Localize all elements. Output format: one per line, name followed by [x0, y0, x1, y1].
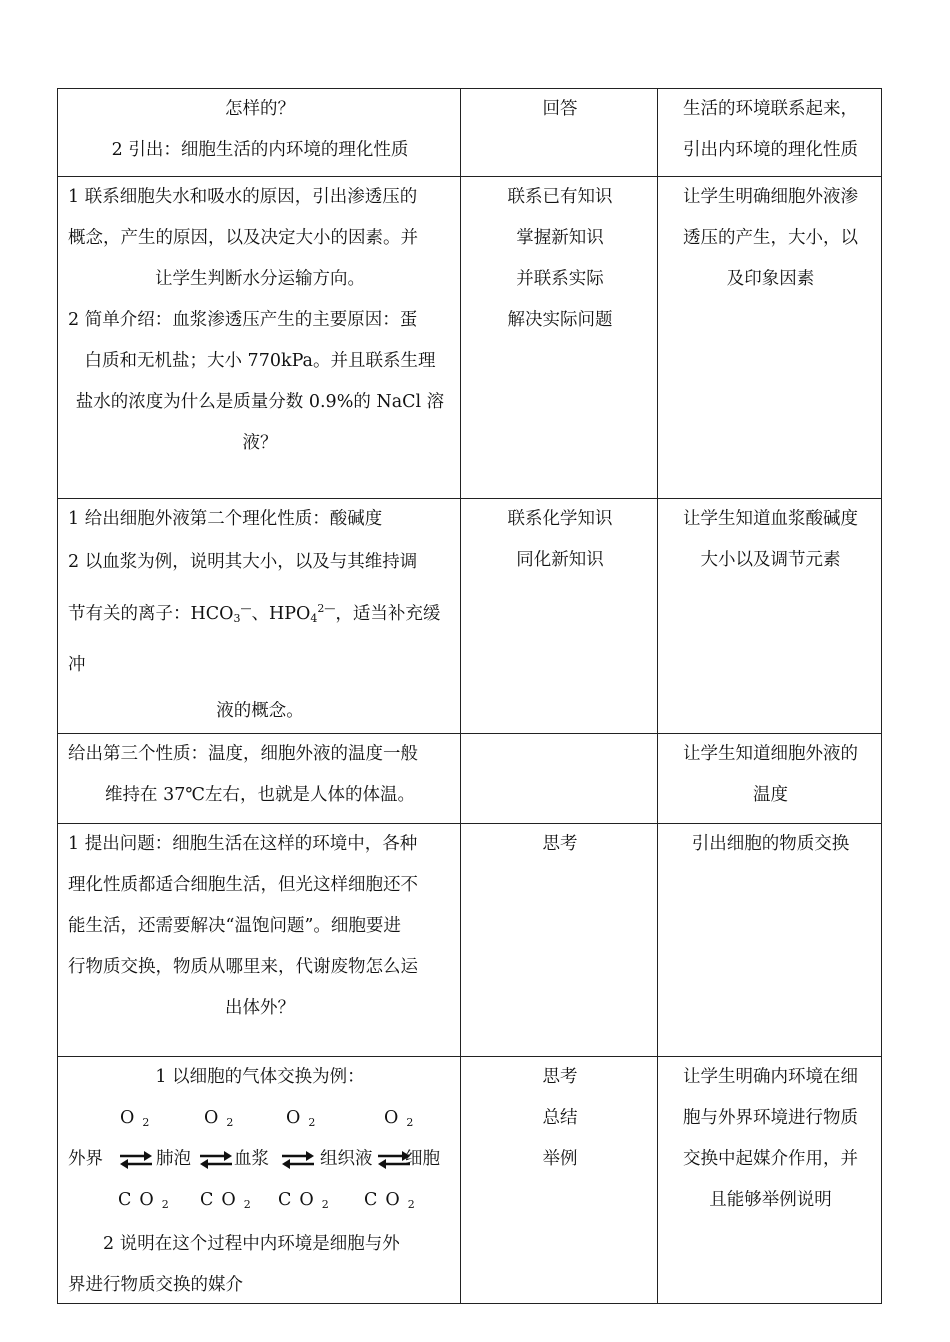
text-line: 2 引出：细胞生活的内环境的理化性质: [111, 140, 409, 160]
design-intent-cell: [658, 177, 882, 499]
flow-node-outside: 外界: [68, 1149, 103, 1169]
text-line: 盐水的浓度为什么是质量分数 0.9%的 NaCl 溶: [75, 392, 445, 412]
text-line: 及印象因素: [726, 269, 815, 289]
text-line: 大小以及调节元素: [700, 550, 841, 570]
double-arrow-icon: [118, 1149, 154, 1171]
text-line: 并联系实际: [516, 269, 604, 289]
text-line: 界进行物质交换的媒介: [68, 1275, 243, 1295]
text-line: 出体外？: [225, 998, 295, 1018]
text-line: 让学生知道细胞外液的: [683, 744, 858, 764]
ion-text: 节有关的离子：HCO: [68, 604, 234, 624]
text-line: 能生活，还需要解决“温饱问题”。细胞要进: [68, 916, 401, 936]
teacher-activity-cell: [58, 89, 461, 177]
text-line: 思考: [542, 834, 578, 854]
text-line: 1 以细胞的气体交换为例：: [155, 1067, 365, 1087]
co2-labels: [58, 1180, 460, 1221]
text-line: 液？: [242, 433, 278, 453]
superscript: —: [240, 602, 252, 615]
student-activity-cell: [461, 499, 658, 734]
text-line: 让学生知道血浆酸碱度: [683, 509, 858, 529]
table-row: [58, 89, 882, 177]
teacher-activity-cell: [58, 499, 461, 734]
o2-label: $O_2$: [120, 1108, 150, 1129]
text-line: 概念，产生的原因，以及决定大小的因素。并: [68, 228, 418, 248]
student-activity-cell: [461, 89, 658, 177]
o2-label: $O_2$: [384, 1108, 414, 1129]
flow-node-cell: 细胞: [405, 1149, 440, 1169]
student-activity-cell: [461, 1057, 658, 1304]
o2-label: $O_2$: [204, 1108, 234, 1129]
text-line: 行物质交换，物质从哪里来，代谢废物怎么运: [68, 957, 418, 977]
table-row: [58, 499, 882, 734]
text-line: 交换中起媒介作用，并: [683, 1149, 858, 1169]
ion-text: 、HPO: [251, 604, 311, 624]
text-line: 理化性质都适合细胞生活，但光这样细胞还不: [68, 875, 418, 895]
o2-labels: [58, 1098, 460, 1139]
subscript: 3: [233, 612, 241, 625]
design-intent-cell: [658, 1057, 882, 1304]
teacher-activity-cell: [58, 177, 461, 499]
text-line: 白质和无机盐；大小 770kPa。并且联系生理: [84, 351, 436, 371]
text-line: 让学生判断水分运输方向。: [155, 269, 365, 289]
text-line: 让学生明确内环境在细: [683, 1067, 858, 1087]
text-line: 2 简单介绍：血浆渗透压产生的主要原因：蛋: [68, 310, 418, 330]
co2-label: $CO_2$: [118, 1190, 169, 1211]
text-line: 2 以血浆为例，说明其大小，以及与其维持调: [68, 552, 418, 572]
teacher-activity-cell: [58, 734, 461, 824]
table-row: [58, 1057, 882, 1304]
text-line: 联系化学知识: [507, 509, 613, 529]
flow-node-alveoli: 肺泡: [156, 1149, 191, 1169]
co2-label: $CO_2$: [278, 1190, 329, 1211]
table-row: [58, 734, 882, 824]
text-line: 思考: [542, 1067, 578, 1087]
text-line: 1 联系细胞失水和吸水的原因，引出渗透压的: [68, 187, 418, 207]
gas-exchange-flow: [58, 1139, 460, 1180]
text-line: 透压的产生，大小，以: [683, 228, 858, 248]
ion-text: ，适当补充缓冲: [68, 604, 441, 675]
o2-label: $O_2$: [286, 1108, 316, 1129]
design-intent-cell: [658, 734, 882, 824]
text-line: 1 给出细胞外液第二个理化性质：酸碱度: [68, 509, 383, 529]
flow-node-plasma: 血浆: [234, 1149, 269, 1169]
student-activity-cell: [461, 177, 658, 499]
double-arrow-icon: [280, 1149, 316, 1171]
text-line: 掌握新知识: [516, 228, 604, 248]
lesson-plan-table: [57, 88, 882, 1304]
text-line: 维持在 37℃左右，也就是人体的体温。: [105, 785, 415, 805]
text-line: 回答: [542, 99, 578, 119]
design-intent-cell: [658, 499, 882, 734]
text-line: 联系已有知识: [507, 187, 613, 207]
text-line: 同化新知识: [516, 550, 604, 570]
text-line: 生活的环境联系起来，: [683, 99, 858, 119]
table-row: [58, 824, 882, 1057]
student-activity-cell: [461, 734, 658, 824]
co2-label: $CO_2$: [364, 1190, 415, 1211]
text-line-ions: [58, 585, 460, 689]
text-line: 且能够举例说明: [709, 1190, 832, 1210]
text-line: 胞与外界环境进行物质: [683, 1108, 858, 1128]
text-line: 引出细胞的物质交换: [691, 834, 850, 854]
superscript: 2—: [317, 602, 336, 615]
teacher-activity-cell: [58, 824, 461, 1057]
text-line: 让学生明确细胞外液渗: [683, 187, 858, 207]
subscript: 4: [310, 612, 318, 625]
design-intent-cell: [658, 89, 882, 177]
text-line: 总结: [542, 1108, 578, 1128]
text-line: 温度: [753, 785, 788, 805]
co2-label: $CO_2$: [200, 1190, 251, 1211]
text-line: 给出第三个性质：温度，细胞外液的温度一般: [68, 744, 418, 764]
text-line: 液的概念。: [216, 701, 304, 721]
text-line: 举例: [542, 1149, 578, 1169]
text-line: 2 说明在这个过程中内环境是细胞与外: [103, 1234, 400, 1254]
text-line: 1 提出问题：细胞生活在这样的环境中，各种: [68, 834, 418, 854]
text-line: 引出内环境的理化性质: [683, 140, 858, 160]
design-intent-cell: [658, 824, 882, 1057]
teacher-activity-cell: [58, 1057, 461, 1304]
student-activity-cell: [461, 824, 658, 1057]
text-line: 怎样的？: [225, 99, 295, 119]
double-arrow-icon: [198, 1149, 234, 1171]
table-row: [58, 177, 882, 499]
flow-node-tissue-fluid: 组织液: [320, 1149, 373, 1169]
text-line: 解决实际问题: [507, 310, 613, 330]
